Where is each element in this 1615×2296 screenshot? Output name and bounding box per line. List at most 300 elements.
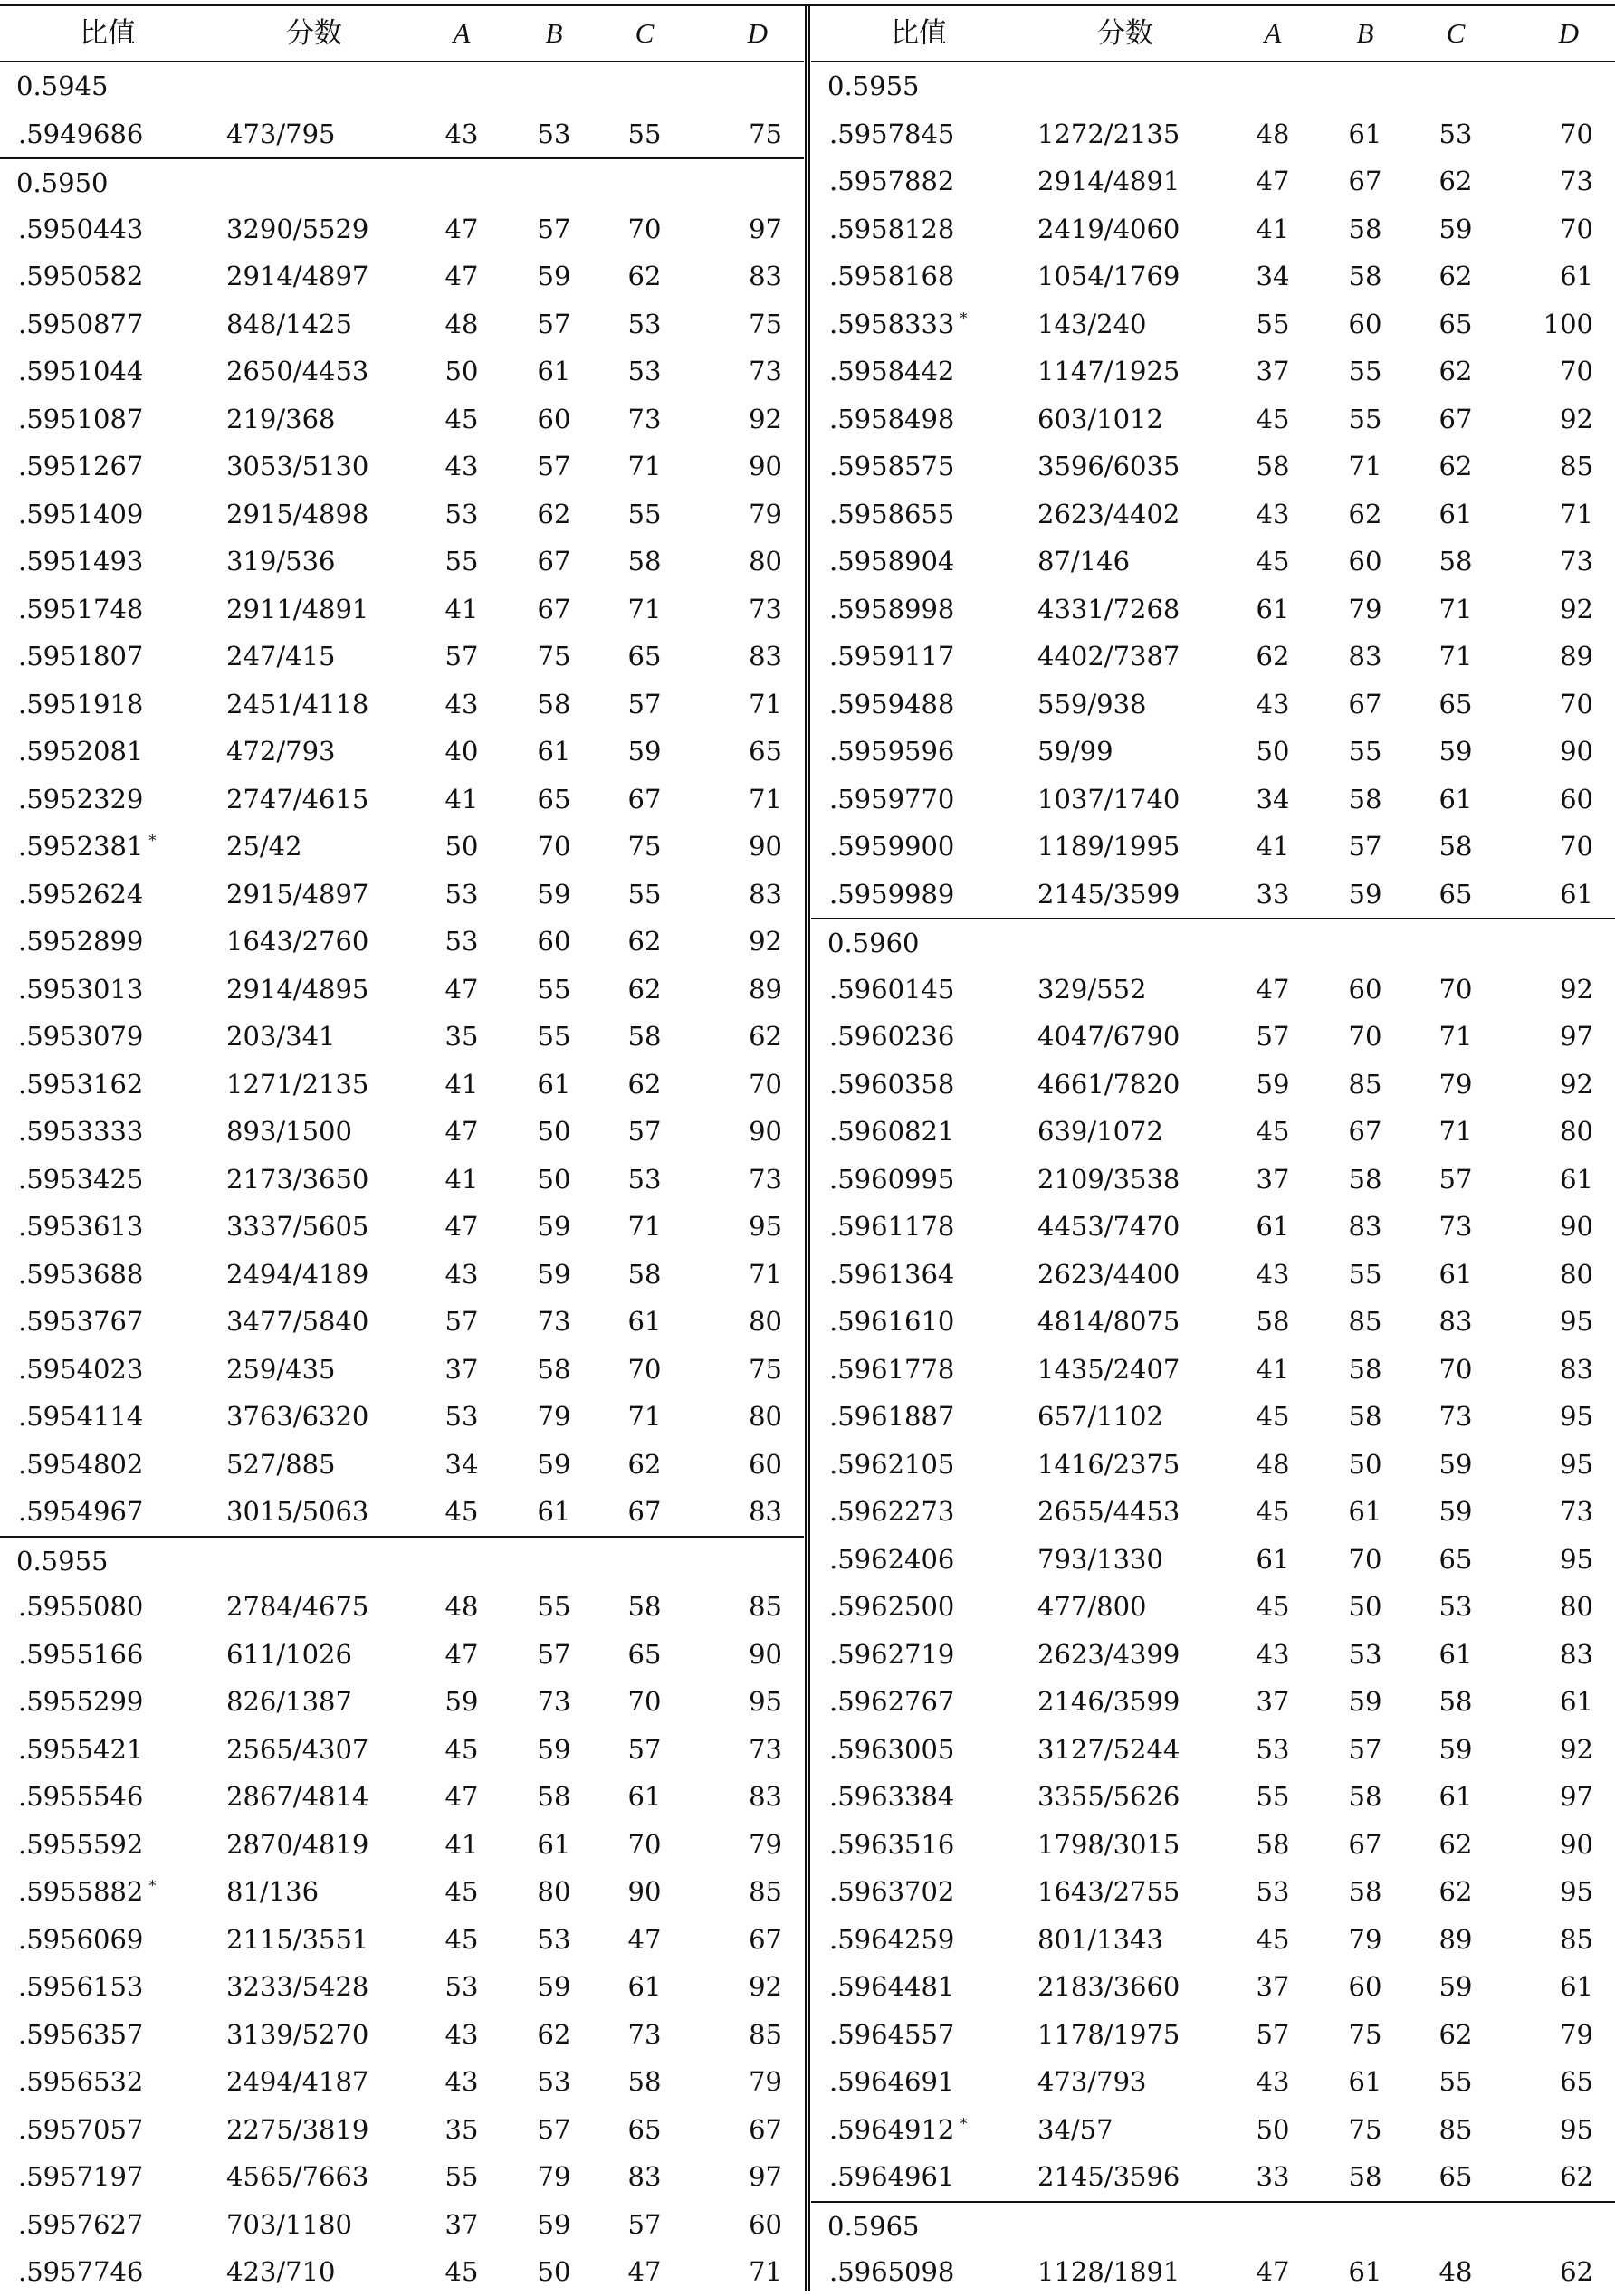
b-cell xyxy=(518,1156,590,1204)
fraction-cell xyxy=(1037,1108,1163,1156)
fraction-cell-text: 319/536 xyxy=(226,546,336,576)
c-cell-text: 58 xyxy=(627,1591,662,1622)
a-cell-text: 34 xyxy=(444,1448,479,1480)
fraction-cell-text: 2109/3538 xyxy=(1037,1163,1180,1195)
a-cell-text: 61 xyxy=(1256,593,1290,624)
b-cell xyxy=(518,1298,590,1346)
ratio-cell-text: .5955546 xyxy=(18,1781,144,1812)
table-row xyxy=(811,1203,1615,1251)
a-cell-text: 48 xyxy=(444,1591,479,1622)
d-cell-text: 92 xyxy=(1560,973,1593,1005)
ratio-cell xyxy=(18,728,143,776)
ratio-cell-text: .5955299 xyxy=(18,1686,144,1717)
c-cell-text: 61 xyxy=(1438,498,1473,529)
c-cell xyxy=(608,1203,681,1251)
b-cell-text: 57 xyxy=(537,1638,571,1670)
group-label: 0.5965 xyxy=(827,2210,920,2242)
d-cell xyxy=(1560,1678,1593,1726)
table-row xyxy=(0,1916,804,1964)
a-cell-text: 45 xyxy=(1256,1116,1290,1147)
c-cell xyxy=(608,1156,681,1204)
table-row xyxy=(0,1441,804,1489)
c-cell-text: 70 xyxy=(627,1828,662,1860)
d-cell-text: 92 xyxy=(1560,403,1593,434)
c-cell xyxy=(1419,348,1492,395)
c-cell-text: 61 xyxy=(1438,1781,1473,1812)
group-label: 0.5960 xyxy=(827,928,920,958)
d-cell-text: 80 xyxy=(749,1401,782,1432)
a-cell-text: 45 xyxy=(1256,1401,1290,1432)
d-cell-text: 80 xyxy=(1560,1591,1593,1622)
c-cell xyxy=(608,966,681,1014)
b-cell-text: 60 xyxy=(1348,1971,1382,2002)
ratio-cell xyxy=(18,1441,143,1489)
fraction-cell-text: 329/552 xyxy=(1037,973,1147,1005)
c-cell-text: 55 xyxy=(627,878,662,910)
c-cell xyxy=(1419,1203,1492,1251)
d-cell xyxy=(1560,1916,1593,1964)
a-cell-text: 45 xyxy=(444,403,479,434)
table-row xyxy=(0,1346,804,1394)
fraction-cell-text: 203/341 xyxy=(226,1021,336,1052)
b-cell-text: 58 xyxy=(1348,213,1382,244)
a-cell-text: 45 xyxy=(444,1496,479,1527)
d-cell-text: 89 xyxy=(1560,641,1593,672)
a-cell xyxy=(425,871,498,919)
b-cell-text: 61 xyxy=(537,1496,571,1527)
fraction-cell-text: 4814/8075 xyxy=(1037,1306,1180,1337)
header-c: C xyxy=(635,17,655,49)
fraction-cell xyxy=(226,2058,368,2106)
d-cell xyxy=(1560,2011,1593,2059)
b-cell xyxy=(1329,586,1401,634)
b-cell xyxy=(518,633,590,681)
d-cell xyxy=(1560,1013,1593,1061)
b-cell xyxy=(1329,871,1401,919)
a-cell-text: 61 xyxy=(1256,1211,1290,1242)
a-cell xyxy=(1237,1821,1309,1869)
table-header xyxy=(0,6,804,62)
c-cell xyxy=(608,1678,681,1726)
ratio-cell-text: .5964961 xyxy=(829,2161,955,2192)
c-cell xyxy=(1419,1298,1492,1346)
ratio-cell xyxy=(18,1963,143,2011)
fraction-cell xyxy=(1037,1868,1180,1916)
a-cell xyxy=(425,1298,498,1346)
fraction-cell-text: 2650/4453 xyxy=(226,356,369,386)
fraction-cell xyxy=(1037,2106,1113,2154)
c-cell xyxy=(608,633,681,681)
a-cell-text: 47 xyxy=(444,1116,479,1147)
ratio-cell-text: .5953688 xyxy=(18,1258,144,1290)
ratio-cell xyxy=(18,1821,143,1869)
fraction-cell xyxy=(226,823,302,871)
b-cell-text: 79 xyxy=(537,1401,571,1432)
a-cell xyxy=(425,728,498,776)
d-cell xyxy=(749,110,782,158)
c-cell xyxy=(608,443,681,491)
d-cell-text: 97 xyxy=(1560,1781,1593,1812)
d-cell xyxy=(749,443,782,491)
table-row xyxy=(0,728,804,776)
ratio-cell xyxy=(829,491,954,538)
a-cell xyxy=(1237,776,1309,824)
a-cell xyxy=(425,300,498,348)
c-cell xyxy=(1419,1061,1492,1109)
d-cell-text: 75 xyxy=(749,1353,782,1385)
d-cell-text: 95 xyxy=(749,1211,782,1242)
table-row xyxy=(0,871,804,919)
c-cell-text: 62 xyxy=(1438,2018,1473,2050)
table-row xyxy=(811,1488,1615,1536)
b-cell-text: 55 xyxy=(1348,356,1382,386)
d-cell-text: 67 xyxy=(749,2113,782,2145)
a-cell xyxy=(1237,2058,1309,2106)
fraction-cell xyxy=(226,1441,335,1489)
fraction-cell xyxy=(226,1298,368,1346)
header-c: C xyxy=(1446,17,1466,49)
ratio-cell xyxy=(829,2011,954,2059)
c-cell-text: 67 xyxy=(627,783,662,815)
b-cell xyxy=(518,1251,590,1299)
b-cell-text: 75 xyxy=(537,641,571,672)
a-cell xyxy=(1237,681,1309,729)
b-cell xyxy=(1329,681,1401,729)
table-row xyxy=(0,2011,804,2059)
d-cell-text: 95 xyxy=(1560,1448,1593,1480)
d-cell xyxy=(1560,823,1593,871)
fraction-cell xyxy=(226,252,368,300)
d-cell xyxy=(1560,2058,1593,2106)
a-cell-text: 33 xyxy=(1256,2161,1290,2192)
d-cell-text: 95 xyxy=(1560,1876,1593,1907)
c-cell-text: 59 xyxy=(1438,1496,1473,1527)
a-cell xyxy=(425,1441,498,1489)
b-cell xyxy=(518,1203,590,1251)
b-cell xyxy=(518,348,590,395)
c-cell-text: 61 xyxy=(627,1306,662,1337)
fraction-cell-text: 259/435 xyxy=(226,1353,336,1385)
b-cell xyxy=(1329,1821,1401,1869)
group-label: 0.5955 xyxy=(16,1545,109,1577)
fraction-cell xyxy=(1037,1631,1180,1679)
fraction-cell-text: 2655/4453 xyxy=(1037,1496,1180,1527)
table-row xyxy=(0,2153,804,2201)
ratio-cell xyxy=(829,1821,954,1869)
ratio-cell xyxy=(18,443,143,491)
d-cell-text: 95 xyxy=(1560,2113,1593,2145)
a-cell-text: 53 xyxy=(1256,1733,1290,1765)
c-cell xyxy=(1419,586,1492,634)
a-cell-text: 41 xyxy=(444,1163,479,1195)
fraction-cell-text: 423/710 xyxy=(226,2256,336,2287)
fraction-cell-text: 2275/3819 xyxy=(226,2113,369,2145)
b-cell xyxy=(518,1583,590,1631)
b-cell-text: 73 xyxy=(537,1306,571,1337)
d-cell-text: 92 xyxy=(749,403,782,434)
fraction-cell-text: 3053/5130 xyxy=(226,451,369,481)
fraction-cell-text: 473/793 xyxy=(1037,2066,1147,2097)
ratio-cell-text: .5950582 xyxy=(18,261,144,291)
b-cell-text: 55 xyxy=(537,973,571,1005)
b-cell xyxy=(518,1726,590,1774)
c-cell-text: 65 xyxy=(1438,1543,1473,1575)
ratio-cell xyxy=(829,681,954,729)
ratio-cell-text: .5951409 xyxy=(18,498,144,529)
d-cell xyxy=(749,1773,782,1821)
b-cell xyxy=(1329,1726,1401,1774)
table-column-left xyxy=(0,0,804,2291)
b-cell xyxy=(1329,1963,1401,2011)
a-cell-text: 43 xyxy=(444,451,479,481)
c-cell xyxy=(608,1488,681,1536)
fraction-cell xyxy=(226,538,335,586)
fraction-cell-text: 472/793 xyxy=(226,736,336,767)
a-cell-text: 37 xyxy=(1256,1686,1290,1717)
a-cell xyxy=(1237,205,1309,253)
a-cell xyxy=(1237,1916,1309,1964)
a-cell xyxy=(425,2058,498,2106)
ratio-cell-text: .5959770 xyxy=(829,783,955,815)
group-header-row xyxy=(0,157,804,205)
a-cell xyxy=(1237,1393,1309,1441)
c-cell-text: 62 xyxy=(627,1448,662,1480)
b-cell xyxy=(518,2153,590,2201)
d-cell-text: 83 xyxy=(1560,1353,1593,1385)
fraction-cell xyxy=(226,966,368,1014)
ratio-cell xyxy=(829,205,954,253)
ratio-cell-text: .5959117 xyxy=(829,641,955,672)
a-cell xyxy=(1237,2011,1309,2059)
b-cell-text: 55 xyxy=(1348,1258,1382,1290)
ratio-cell-text: .5962273 xyxy=(829,1496,955,1527)
ratio-cell xyxy=(18,776,143,824)
ratio-cell-text: .5952381 xyxy=(18,831,144,862)
ratio-cell xyxy=(829,1393,954,1441)
c-cell xyxy=(608,1773,681,1821)
fraction-cell-text: 3015/5063 xyxy=(226,1496,369,1527)
c-cell xyxy=(608,728,681,776)
table-row xyxy=(0,1061,804,1109)
d-cell xyxy=(749,491,782,538)
d-cell xyxy=(1560,2248,1593,2296)
a-cell-text: 57 xyxy=(444,1306,479,1337)
c-cell-text: 65 xyxy=(1438,688,1473,719)
fraction-cell xyxy=(226,1916,368,1964)
c-cell-text: 71 xyxy=(1438,641,1473,672)
a-cell-text: 43 xyxy=(444,2066,479,2097)
d-cell xyxy=(749,1441,782,1489)
ratio-cell-text: .5953162 xyxy=(18,1068,144,1100)
b-cell-text: 50 xyxy=(537,1163,571,1195)
b-cell xyxy=(1329,252,1401,300)
c-cell-text: 90 xyxy=(627,1876,662,1907)
ratio-cell-text: .5958998 xyxy=(829,593,955,624)
a-cell xyxy=(1237,1013,1309,1061)
d-cell-text: 61 xyxy=(1560,261,1593,291)
table-row xyxy=(811,1773,1615,1821)
c-cell xyxy=(1419,776,1492,824)
fraction-cell-text: 2451/4118 xyxy=(226,688,369,719)
b-cell-text: 71 xyxy=(1348,451,1382,481)
b-cell xyxy=(1329,1773,1401,1821)
table-row xyxy=(0,1108,804,1156)
ratio-cell xyxy=(18,823,156,871)
d-cell-text: 71 xyxy=(749,2256,782,2287)
a-cell xyxy=(425,2248,498,2296)
table-row xyxy=(811,1821,1615,1869)
b-cell-text: 79 xyxy=(1348,1923,1382,1955)
d-cell-text: 75 xyxy=(749,308,782,339)
ratio-cell xyxy=(18,2153,143,2201)
b-cell-text: 58 xyxy=(537,1353,571,1385)
b-cell-text: 59 xyxy=(537,261,571,291)
c-cell xyxy=(1419,1251,1492,1299)
ratio-cell-text: .5960145 xyxy=(829,973,955,1005)
ratio-cell-text: .5951267 xyxy=(18,451,144,481)
fraction-cell xyxy=(226,1773,368,1821)
c-cell-text: 61 xyxy=(627,1781,662,1812)
a-cell xyxy=(1237,871,1309,919)
column-divider-left xyxy=(805,4,807,2291)
ratio-cell xyxy=(829,1298,954,1346)
c-cell xyxy=(1419,1916,1492,1964)
d-cell xyxy=(1560,1061,1593,1109)
c-cell-text: 58 xyxy=(627,1021,662,1052)
fraction-cell-text: 2145/3596 xyxy=(1037,2161,1180,2192)
fraction-cell xyxy=(1037,1013,1180,1061)
b-cell-text: 70 xyxy=(537,831,571,862)
ratio-cell-text: .5953079 xyxy=(18,1021,144,1052)
c-cell xyxy=(1419,1583,1492,1631)
table-row xyxy=(0,1013,804,1061)
b-cell-text: 85 xyxy=(1348,1306,1382,1337)
ratio-cell xyxy=(18,681,143,729)
table-row xyxy=(811,1298,1615,1346)
c-cell-text: 57 xyxy=(627,2208,662,2240)
fraction-cell xyxy=(1037,300,1146,348)
ratio-cell-text: .5962767 xyxy=(829,1686,955,1717)
table-row xyxy=(0,823,804,871)
b-cell xyxy=(518,110,590,158)
group-label: 0.5950 xyxy=(16,167,109,198)
fraction-cell-text: 3355/5626 xyxy=(1037,1781,1180,1812)
b-cell-text: 80 xyxy=(537,1876,571,1907)
ratio-cell-text: .5953613 xyxy=(18,1211,144,1242)
fraction-cell-text: 3290/5529 xyxy=(226,213,369,244)
a-cell-text: 47 xyxy=(1256,166,1290,196)
c-cell xyxy=(608,2201,681,2249)
ratio-cell-text: .5950443 xyxy=(18,213,144,244)
d-cell xyxy=(1560,395,1593,443)
c-cell-text: 70 xyxy=(1438,1353,1473,1385)
asterisk-mark: * xyxy=(148,1877,157,1895)
ratio-cell xyxy=(829,300,967,348)
fraction-cell xyxy=(1037,1726,1180,1774)
fraction-cell-text: 2914/4895 xyxy=(226,973,369,1005)
a-cell-text: 45 xyxy=(1256,1591,1290,1622)
b-cell xyxy=(518,252,590,300)
a-cell xyxy=(1237,1868,1309,1916)
d-cell xyxy=(749,1916,782,1964)
c-cell xyxy=(1419,2011,1492,2059)
ratio-cell xyxy=(18,966,143,1014)
d-cell xyxy=(749,1631,782,1679)
b-cell-text: 50 xyxy=(1348,1591,1382,1622)
fraction-cell-text: 247/415 xyxy=(226,641,336,672)
c-cell-text: 62 xyxy=(1438,1828,1473,1860)
b-cell xyxy=(518,2058,590,2106)
group-label: 0.5955 xyxy=(827,71,920,101)
b-cell xyxy=(518,1821,590,1869)
ratio-cell-text: .5965098 xyxy=(829,2256,955,2287)
d-cell xyxy=(1560,2153,1593,2201)
table-row xyxy=(811,2106,1615,2154)
b-cell xyxy=(518,681,590,729)
c-cell-text: 75 xyxy=(627,831,662,862)
d-cell-text: 70 xyxy=(1560,213,1593,244)
d-cell xyxy=(1560,871,1593,919)
a-cell xyxy=(1237,1156,1309,1204)
d-cell xyxy=(1560,966,1593,1014)
fraction-cell xyxy=(226,1868,319,1916)
a-cell-text: 59 xyxy=(444,1686,479,1717)
c-cell-text: 71 xyxy=(1438,593,1473,624)
c-cell-text: 71 xyxy=(627,451,662,481)
b-cell-text: 70 xyxy=(1348,1021,1382,1052)
d-cell-text: 92 xyxy=(1560,593,1593,624)
fraction-cell xyxy=(1037,348,1180,395)
ratio-cell xyxy=(829,395,954,443)
d-cell-text: 95 xyxy=(1560,1401,1593,1432)
a-cell-text: 45 xyxy=(1256,403,1290,434)
c-cell xyxy=(608,205,681,253)
d-cell-text: 70 xyxy=(1560,356,1593,386)
c-cell-text: 53 xyxy=(627,308,662,339)
fraction-cell-text: 3337/5605 xyxy=(226,1211,369,1242)
fraction-cell xyxy=(226,1203,368,1251)
c-cell xyxy=(608,1393,681,1441)
fraction-cell-text: 1037/1740 xyxy=(1037,783,1180,815)
fraction-cell xyxy=(226,1013,335,1061)
b-cell-text: 67 xyxy=(1348,688,1382,719)
a-cell xyxy=(1237,538,1309,586)
fraction-cell-text: 2183/3660 xyxy=(1037,1971,1180,2002)
d-cell xyxy=(749,1156,782,1204)
d-cell-text: 97 xyxy=(749,2161,782,2192)
fraction-cell-text: 473/795 xyxy=(226,118,336,149)
b-cell-text: 53 xyxy=(537,118,571,149)
d-cell-text: 90 xyxy=(749,1638,782,1670)
a-cell xyxy=(1237,1488,1309,1536)
ratio-cell xyxy=(829,871,954,919)
b-cell xyxy=(1329,1868,1401,1916)
fraction-cell xyxy=(1037,1583,1146,1631)
a-cell-text: 41 xyxy=(1256,831,1290,862)
c-cell-text: 73 xyxy=(1438,1401,1473,1432)
a-cell-text: 34 xyxy=(1256,261,1290,291)
c-cell-text: 58 xyxy=(627,1258,662,1290)
a-cell-text: 43 xyxy=(1256,2066,1290,2097)
fraction-cell xyxy=(226,1488,368,1536)
ratio-cell-text: .5954802 xyxy=(18,1448,144,1480)
table-row xyxy=(811,1441,1615,1489)
ratio-cell xyxy=(829,633,954,681)
a-cell xyxy=(425,2201,498,2249)
table-row xyxy=(811,1346,1615,1394)
fraction-cell-text: 2623/4402 xyxy=(1037,498,1180,529)
c-cell xyxy=(1419,2058,1492,2106)
